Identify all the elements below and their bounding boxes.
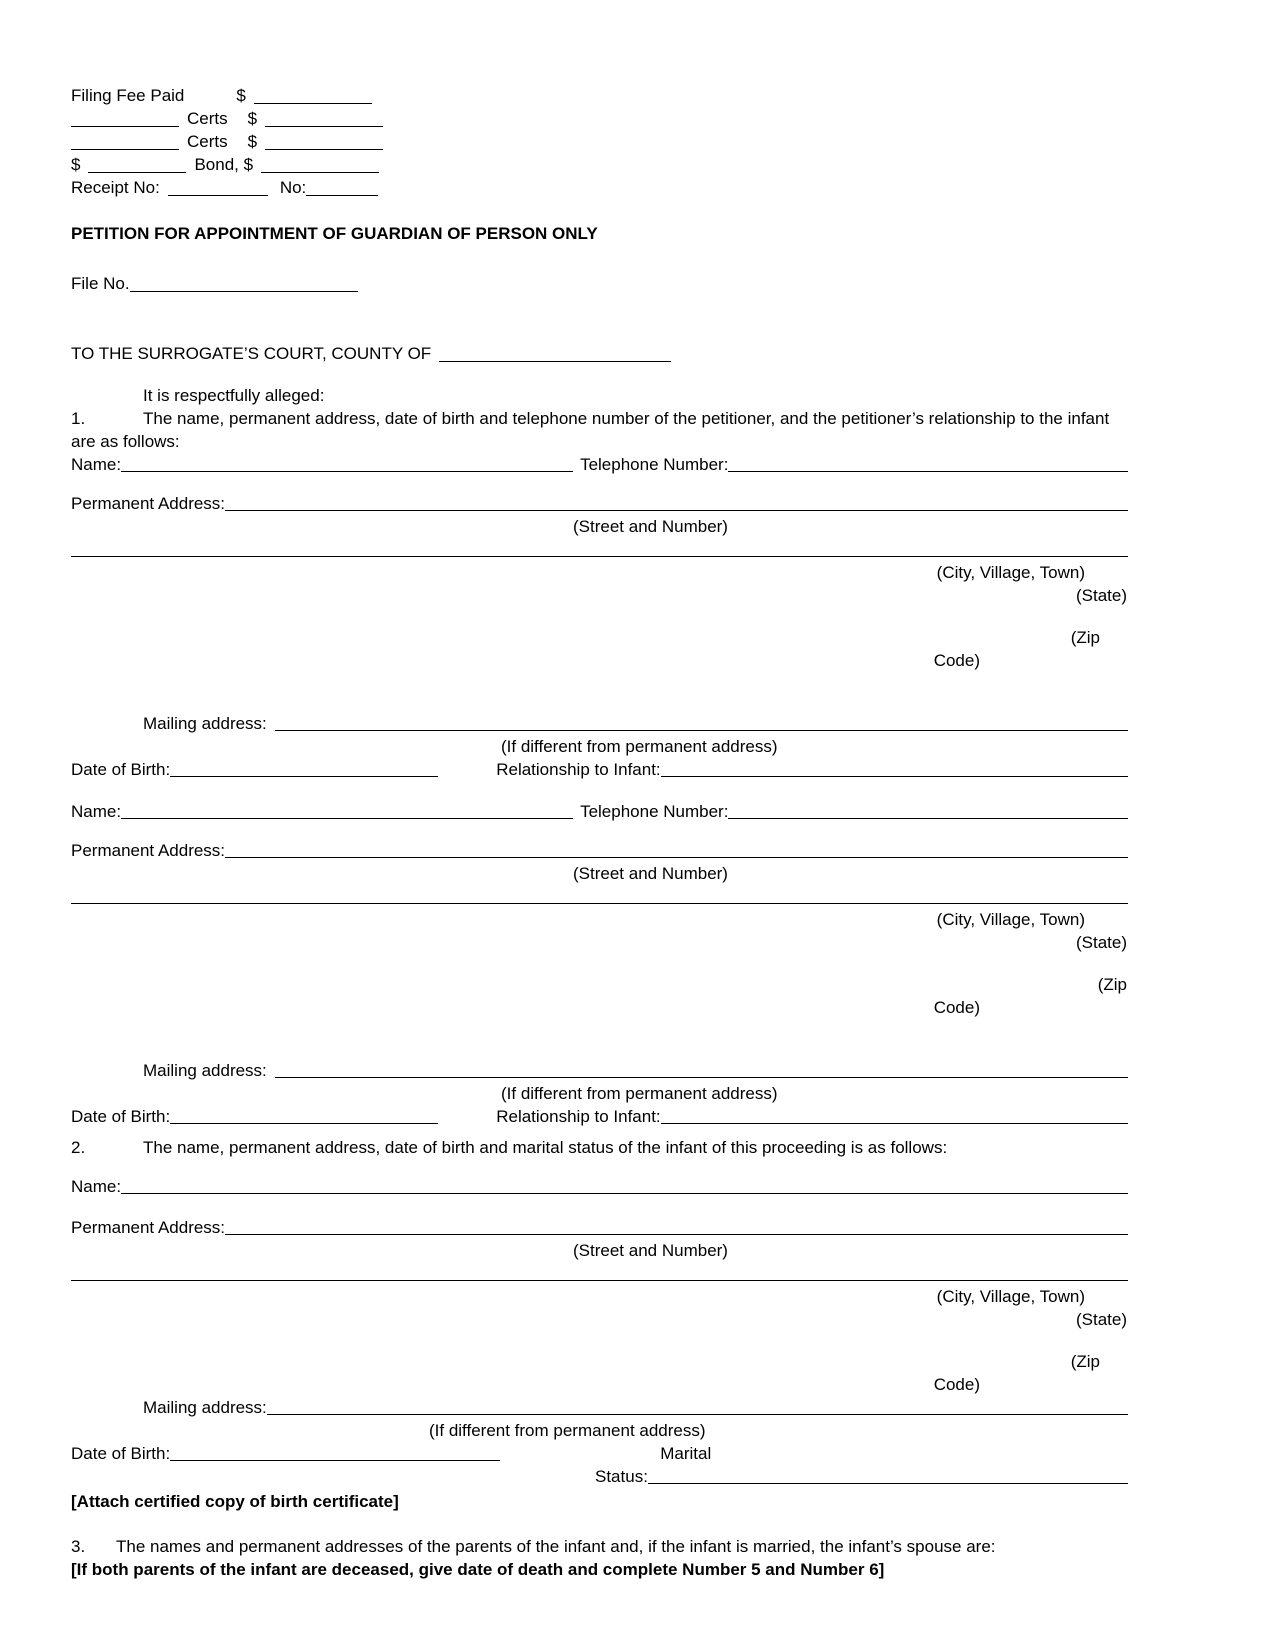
zip-caption: (Zip [1070,1352,1100,1371]
telephone-label: Telephone Number: [580,455,729,474]
dollar-sign: $ [71,155,81,174]
petitioner-1-name-field[interactable] [121,471,573,472]
paragraph-3 [71,1535,1128,1558]
file-no-row [71,272,1128,295]
certs-2-count-field[interactable] [71,137,179,150]
address-line-2-row [71,1262,1128,1285]
street-and-number-caption: (Street and Number) [573,864,728,883]
filing-fee-row [71,84,1128,107]
permanent-address-label: Permanent Address: [71,841,226,860]
marital-label: Marital [660,1444,712,1463]
petitioner-2-relationship-field[interactable] [661,1123,1128,1124]
petitioner-1-address-line-2-field[interactable] [71,556,1128,557]
permanent-address-label: Permanent Address: [71,494,226,513]
certs-1-count-field[interactable] [71,114,179,127]
court-line-label: TO THE SURROGATE’S COURT, COUNTY OF [71,344,432,363]
mailing-address-row [71,712,1128,735]
name-label: Name: [71,802,122,821]
infant-date-of-birth-field[interactable] [170,1460,500,1461]
if-different-caption: (If different from permanent address) [501,737,778,756]
if-different-caption: (If different from permanent address) [501,1084,778,1103]
marital-status-row [595,1465,1128,1488]
petitioner-1-mailing-address-field[interactable] [275,730,1128,731]
bond-label: Bond, $ [194,155,254,174]
paragraph-2-text: The name, permanent address, date of birth and marital status of the infant of this proceeding is as follows: [143,1138,948,1157]
name-row [71,1175,1128,1198]
name-label: Name: [71,1177,122,1196]
county-field[interactable] [439,349,671,362]
page-title: PETITION FOR APPOINTMENT OF GUARDIAN OF PERSON ONLY [71,224,598,243]
zip-code-caption: Code) [933,1375,980,1394]
zip-code-caption: Code) [933,998,980,1017]
city-village-town-caption: (City, Village, Town) [936,1287,1085,1306]
date-of-birth-label: Date of Birth: [71,760,171,779]
certs-1-amount-field[interactable] [265,114,383,127]
petitioner-2-permanent-address-field[interactable] [225,857,1128,858]
file-no-field[interactable] [130,279,358,292]
infant-name-field[interactable] [121,1193,1128,1194]
permanent-address-row [71,492,1128,515]
certs-label: Certs [187,132,228,151]
state-caption: (State) [1075,1310,1127,1329]
dollar-sign: $ [236,86,246,105]
infant-address-line-2-field[interactable] [71,1280,1128,1281]
petitioner-2-mailing-address-field[interactable] [275,1077,1128,1078]
petitioner-1-telephone-field[interactable] [728,471,1128,472]
paragraph-2-number: 2. [71,1138,86,1157]
name-label: Name: [71,455,122,474]
bond-row [71,153,1128,176]
mailing-address-label: Mailing address: [143,1061,267,1080]
zip-caption: (Zip [1070,628,1100,647]
paragraph-1-number: 1. [71,409,86,428]
receipt-no-field[interactable] [168,183,268,196]
file-no-label: File No. [71,274,130,293]
fee-block [71,84,1128,199]
paragraph-1-text: The name, permanent address, date of birth and telephone number of the petitioner, and the petitioner’s relationship to the infant are as follows: [71,409,1110,451]
no-label: No: [279,178,307,197]
city-village-town-caption: (City, Village, Town) [936,910,1085,929]
name-telephone-row [71,453,1128,476]
bond-amount-field[interactable] [261,160,379,173]
petitioner-2-date-of-birth-field[interactable] [170,1123,438,1124]
if-different-caption: (If different from permanent address) [429,1421,706,1440]
state-caption: (State) [1075,586,1127,605]
paragraph-2 [71,1136,1128,1159]
city-village-town-caption: (City, Village, Town) [936,563,1085,582]
petitioner-2-name-field[interactable] [121,818,573,819]
dob-relationship-row [71,1105,1128,1128]
zip-caption: (Zip [1097,975,1127,994]
permanent-address-row [71,839,1128,862]
zip-code-caption: Code) [933,651,980,670]
permanent-address-label: Permanent Address: [71,1218,226,1237]
telephone-label: Telephone Number: [580,802,729,821]
certs-row-1 [71,107,1128,130]
infant-marital-status-field[interactable] [648,1483,1128,1484]
infant-section [71,1175,1128,1488]
receipt-row [71,176,1128,199]
petitioner-2-address-line-2-field[interactable] [71,903,1128,904]
petitioner-1-permanent-address-field[interactable] [225,510,1128,511]
dollar-sign: $ [247,132,258,151]
status-label: Status: [595,1467,648,1486]
paragraph-3-number: 3. [71,1537,86,1556]
bond-left-amount-field[interactable] [88,160,186,173]
dob-marital-row [71,1442,1128,1465]
paragraph-1 [71,407,1128,453]
court-row [71,342,1128,365]
address-line-2-row [71,538,1128,561]
dob-relationship-row [71,758,1128,781]
infant-permanent-address-field[interactable] [225,1234,1128,1235]
permanent-address-row [71,1216,1128,1239]
street-and-number-caption: (Street and Number) [573,517,728,536]
infant-mailing-address-field[interactable] [267,1414,1128,1415]
state-caption: (State) [1075,933,1127,952]
petitioner-2-section [71,800,1128,1128]
certs-2-amount-field[interactable] [265,137,383,150]
petitioner-1-relationship-field[interactable] [661,776,1128,777]
petitioner-1-section [71,453,1128,781]
paragraph-3-bold-note: [If both parents of the infant are deceased, give date of death and complete Number 5 and Number 6] [71,1560,885,1579]
date-of-birth-label: Date of Birth: [71,1107,171,1126]
dollar-sign: $ [247,109,258,128]
paragraph-3-text: The names and permanent addresses of the parents of the infant and, if the infant is married, the infant’s spouse are: [116,1537,996,1556]
petitioner-1-date-of-birth-field[interactable] [170,776,438,777]
no-field[interactable] [306,183,378,196]
mailing-address-label: Mailing address: [143,1398,267,1417]
relationship-to-infant-label: Relationship to Infant: [496,760,661,779]
alleged-line: It is respectfully alleged: [143,386,325,405]
attach-birth-certificate-note: [Attach certified copy of birth certificate] [71,1492,399,1511]
address-line-2-row [71,885,1128,908]
mailing-address-row [71,1059,1128,1082]
name-telephone-row [71,800,1128,823]
mailing-address-label: Mailing address: [143,714,267,733]
relationship-to-infant-label: Relationship to Infant: [496,1107,661,1126]
street-and-number-caption: (Street and Number) [573,1241,728,1260]
mailing-address-row [71,1396,1128,1419]
petitioner-2-telephone-field[interactable] [728,818,1128,819]
certs-label: Certs [187,109,228,128]
certs-row-2 [71,130,1128,153]
receipt-no-label: Receipt No: [71,178,160,197]
filing-fee-label: Filing Fee Paid [71,86,185,105]
date-of-birth-label: Date of Birth: [71,1444,171,1463]
filing-fee-amount-field[interactable] [254,91,372,104]
